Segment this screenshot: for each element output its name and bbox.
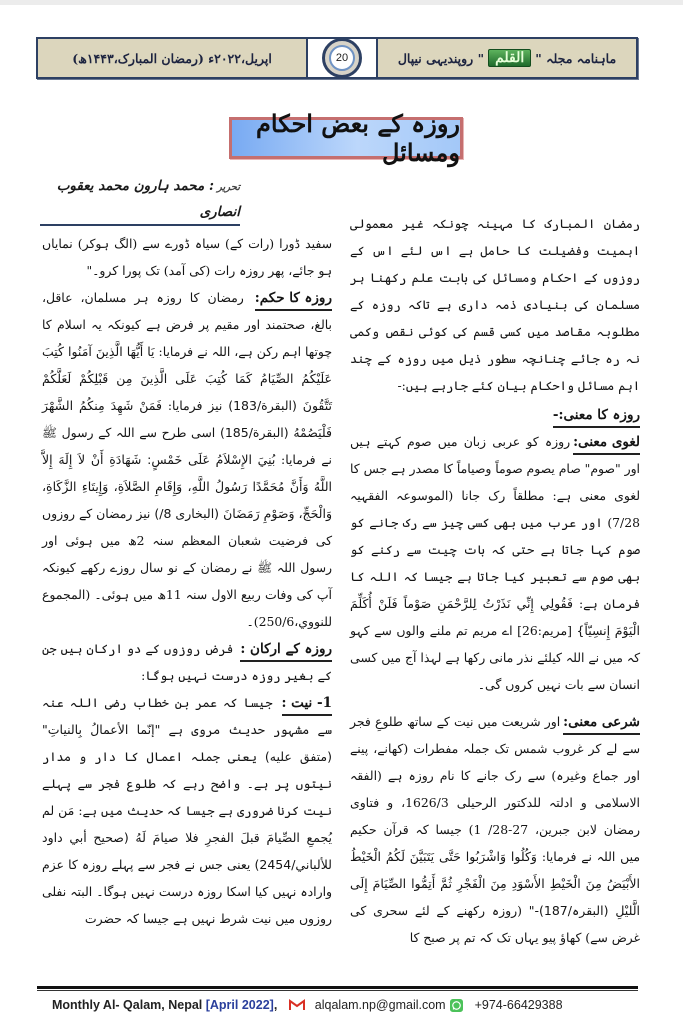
intro-paragraph: رمضان المبارک کا مہینہ چونکہ غیر معمولی اہمیت وفضیلت کا حامل ہے اس لئے اس کے روزوں کے احکام ومسائل کی بابت علم رکھنا ہر مسلمان کی بنیادی ذمہ داری ہے تاکہ روزہ کے مطلوبہ مقاصد میں کسی قسم کی کوئی نقص وکمی نہ رہ جائے چنانچہ سطور ذیل میں روزہ کے چند اہم مسائل واحکام بیان کئے جارہے ہیں:-: [350, 216, 640, 393]
niyyah-hadith-1: "إنّما الأعمالُ بِالنياتِ" (متفق عليه): [42, 722, 332, 764]
page-header: [36, 37, 638, 79]
niyyah-text-3: یعنی جس نے فجر سے پہلے روزہ کا عزم وارادہ نہیں کیا اسکا روزہ درست نہیں ہوگا۔ البتہ نفلی روزوں میں نیت شرط نہیں ہے جیسا کہ حضرت: [42, 857, 332, 926]
niyyah-text-2: یعنی جملہ اعمال کا دار و مدار نیتوں پر ہے۔ واضح رہے کہ طلوع فجر سے پہلے نیت کرنا ضروری ہے جیسا کہ حدیث میں ہے:: [42, 749, 332, 818]
legal-heading: شرعی معنی:: [563, 711, 640, 735]
niyyah-heading: 1- نیت :: [282, 692, 332, 716]
magazine-name: [378, 39, 636, 77]
legal-text-2: (روزہ رکھنے کے لئے سحری کی غرض سے) کھاؤ پیو یہاں تک کہ تم پر صبح کا: [350, 903, 640, 945]
pillars-paragraph: [42, 635, 332, 689]
publication-name: Monthly Al- Qalam, Nepal: [52, 998, 206, 1012]
lexical-heading: لغوی معنی:: [573, 431, 640, 455]
page-number-cell: [308, 39, 378, 77]
page-number: 20: [329, 45, 355, 71]
niyyah-hadith-2: مَن لم يُجمعِ الصِّيامَ قبلَ الفجرِ فلا صيامَ لَهُ (صحيح أبي داود للألباني/2454): [42, 803, 332, 872]
magazine-suffix: " روپندیہی نیپال: [397, 50, 485, 66]
page-footer: [52, 995, 563, 1015]
lexical-quran: فَقُولِي إِنِّي نَذَرْتُ لِلرَّحْمَنِ صَوْماً فَلَنْ أُكَلِّمَ الْيَوْمَ إِنسِيّاً}: [350, 596, 640, 638]
pillars-text: فرض روزوں کے دو ارکان ہیں جن کے بغیر روزہ درست نہیں ہوگا:: [42, 641, 332, 683]
legal-text-1: اور شریعت میں نیت کے ساتھ طلوعِ فجر سے لے کر غروب شمس تک جملہ مفطرات (کھانے، پینے اور جماع وغیرہ) سے رک جانے کا نام روزہ ہے (الفقہ الاسلامی و ادلتہ للدکتور الرحیلی 1626/3، و فتاوی رمضان لابن جبرین، 27-28/ 1) جیسا کہ قرآن حکیم میں اللہ نے فرمایا:: [350, 714, 640, 864]
ruling-paragraph: [42, 284, 332, 635]
page-number-badge: [322, 38, 362, 78]
ruling-quran-2: فَمَنْ شَهِدَ مِنكُمُ الشَّهْرَ فَلْيَصُمْهُ (البقرة/185): [42, 398, 332, 440]
legal-quran: وَكُلُوا وَاشْرَبُوا حَتَّى يَتَبَيَّنَ لَكُمُ الْخَيْطُ الأَبْيَضُ مِنَ الْخَيْطِ الأَسْوَدِ مِنَ الْفَجْرِ ثُمَّ أَتِمُّوا الصِّيَامَ إِلَى الَّليْلِ (البقرہ/187)-": [350, 849, 640, 918]
author-name: : محمد ہارون محمد یعقوب انصاری: [56, 178, 240, 220]
lexical-text-2: [مریم:26] اے مریم تم ملنے والوں سے کہو کہ میں نے اللہ کیلئے نذر مانی رکھا ہے لہذا آج میں کسی انسان سے بات نہیں کروں گی۔: [350, 623, 640, 692]
author-prefix: تحریر: [216, 182, 240, 193]
pillars-heading: روزہ کے ارکان :: [240, 638, 332, 662]
footer-date: [April 2022]: [205, 998, 274, 1012]
ruling-hadith: بُنِيَ الإِسْلاَمُ عَلَى خَمْسٍ: شَهَادَةِ أَنْ لاَ إِلَهَ إِلاَّ اللَّهُ وَأَنَّ مُحَمَّدًا رَسُولُ اللَّهِ، وَإِقَامِ الصَّلاَةِ، وَإِيتَاءِ الزَّكَاةِ، وَالْحَجِّ، وَصَوْمِ رَمَضَانَ (البخاری 8/): [42, 452, 332, 521]
niyyah-paragraph: [42, 689, 332, 932]
legal-paragraph: [350, 708, 640, 951]
ruling-quran-1: يَا أَيُّهَا الَّذِينَ آمَنُوا كُتِبَ عَلَيْكُمُ الصِّيَامُ كَمَا كُتِبَ عَلَى الَّذِينَ مِن قَبْلِكُمْ لَعَلَّكُمْ تَتَّقُونَ (البقرة/183): [42, 344, 332, 413]
ruling-heading: روزہ کا حکم:: [255, 287, 332, 311]
left-column: [42, 208, 332, 932]
phone-number: +974-66429388: [474, 998, 563, 1012]
footer-comma: ,: [273, 998, 281, 1012]
lexical-text-1: روزہ کو عربی زبان میں صوم کہتے ہیں اور "صوم" صام یصوم صوماً وصیاماً کا مصدر ہے جس کا لغوی معنی ہے: مطلقاً رک جانا (الموسوعہ الفقہیہ 7/28) اور عرب میں بھی کسی چیز سے رک جانے کو صوم کہا جاتا ہے حتی کہ بات چیت سے رکنے کو بھی صوم سے تعبیر کیا جاتا ہے جیسا کہ اللہ کا فرمان ہے:: [350, 434, 641, 611]
ruling-text-3: اسی طرح سے اللہ کے رسول ﷺ نے فرمایا:: [42, 425, 332, 467]
niyyah-text-1: جیسا کہ عمر بن خطاب رضی اللہ عنہ سے مشہور حدیث مروی ہے: [42, 695, 333, 737]
ruling-text-1: رمضان کا روزہ ہر مسلمان، عاقل، بالغ، صحتمند اور مقیم پر فرض ہے کیونکہ یہ اسلام کا چوتھا اہم رکن ہے، اللہ نے فرمایا:: [42, 290, 332, 359]
ruling-text-2: نیز فرمایا:: [167, 398, 223, 413]
magazine-logo: القلم: [488, 49, 531, 67]
whatsapp-icon: [450, 999, 463, 1012]
meaning-heading: روزہ کا معنی:-: [553, 404, 640, 428]
gmail-icon: [289, 999, 305, 1011]
top-strip: [0, 0, 683, 5]
magazine-prefix: ماہنامہ مجلہ ": [535, 50, 617, 66]
continuation-paragraph: سفید ڈورا (رات کے) سیاہ ڈورے سے (الگ ہوکر) نمایاں ہو جائے، پھر روزہ رات (کی آمد) تک پورا کرو۔": [42, 236, 332, 278]
email-link[interactable]: alqalam.np@gmail.com: [314, 998, 446, 1012]
ruling-text-4: نیز رمضان کے روزوں کی فرضیت شعبان المعظم سنہ 2ھ میں ہوئی اور رسول اللہ ﷺ نے رمضان کے نو سال روزے رکھے کیونکہ آپ کی وفات ربیع الاول سنہ 11ھ میں ہوئی۔ (المجموع للنووي،250/6)۔: [42, 506, 332, 629]
footer-divider: [37, 986, 638, 991]
issue-date: اپریل،۲۰۲۲ء (رمضان المبارک،۱۴۴۳ھ): [38, 39, 308, 77]
lexical-paragraph: [350, 428, 640, 698]
article-title: روزہ کے بعض احکام ومسائل: [229, 117, 463, 159]
right-column: [350, 210, 640, 951]
